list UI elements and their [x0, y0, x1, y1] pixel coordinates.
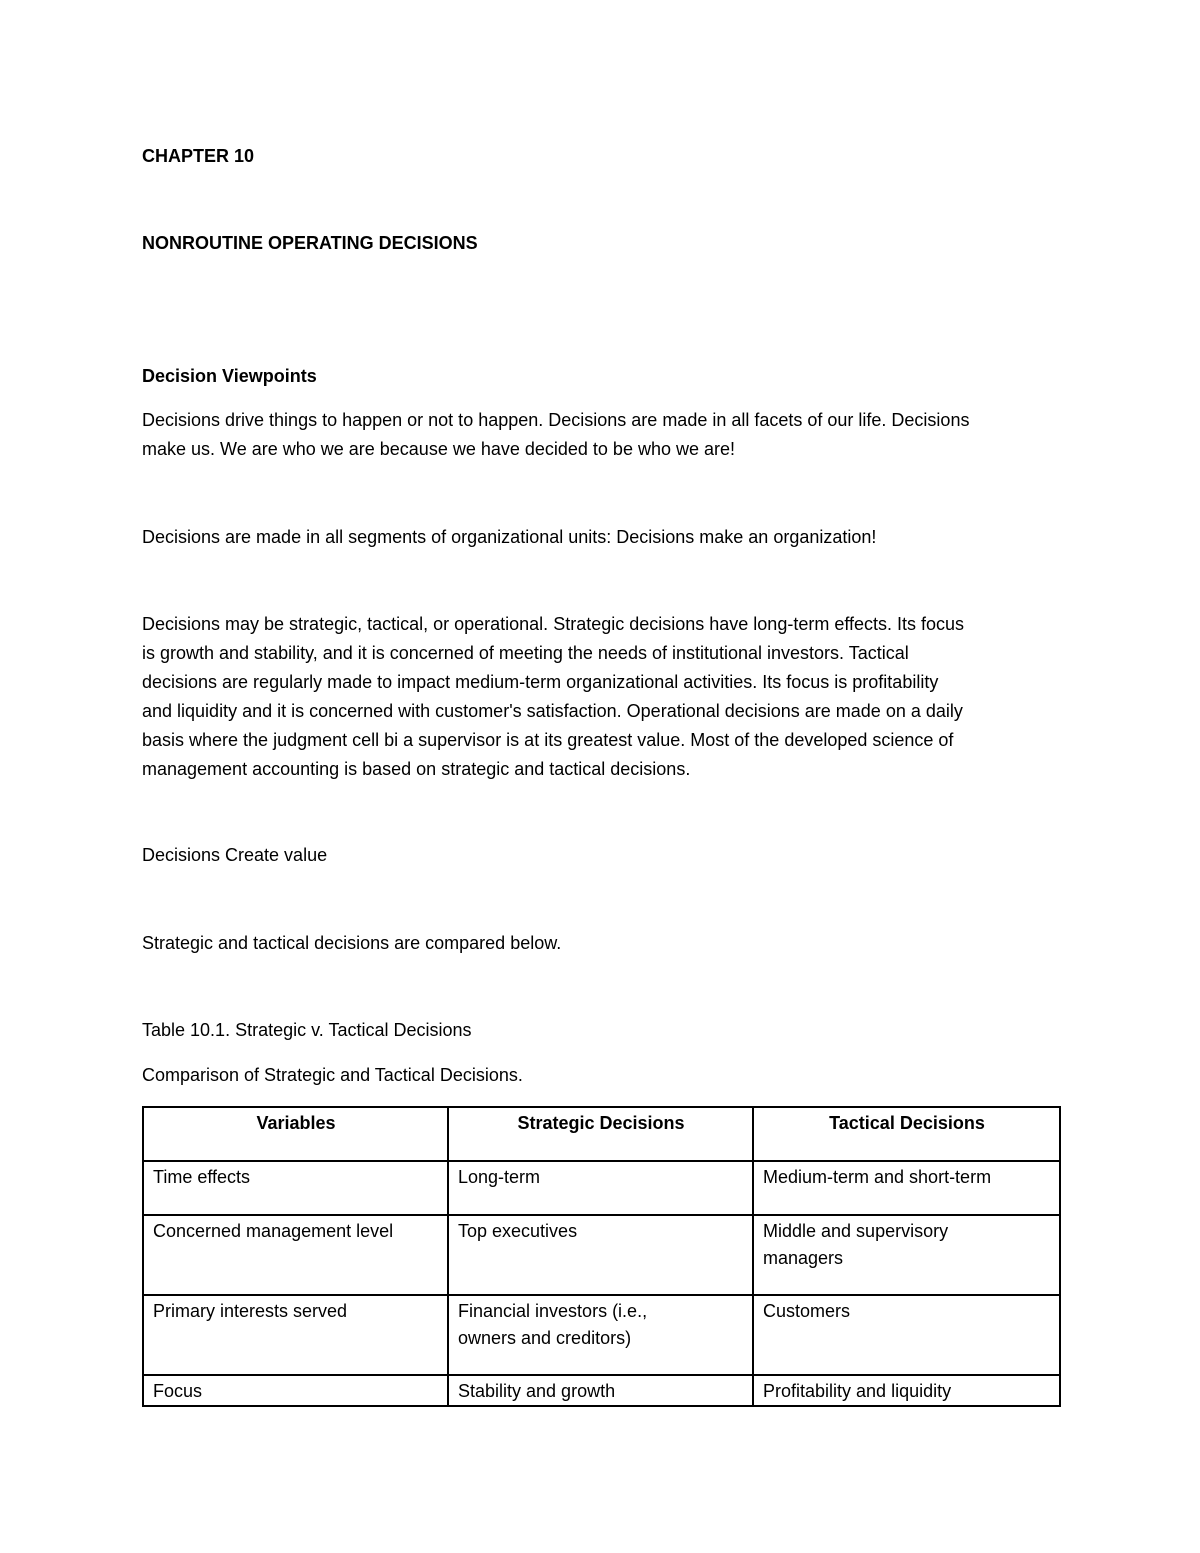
table-caption: Table 10.1. Strategic v. Tactical Decisions [142, 1020, 472, 1040]
table-row [143, 1161, 1060, 1215]
paragraph-line: make us. We are who we are because we have decided to be who we are! [142, 439, 736, 459]
paragraph-line: Decisions may be strategic, tactical, or operational. Strategic decisions have long-term effects. Its focus [142, 614, 965, 634]
paragraph-4: Decisions Create value [142, 845, 328, 865]
cell-text: Financial investors (i.e., [458, 1301, 648, 1321]
paragraph-line: and liquidity and it is concerned with customer's satisfaction. Operational decisions are made on a daily [142, 701, 963, 721]
table-subcaption: Comparison of Strategic and Tactical Decisions. [142, 1065, 523, 1085]
table-header-cell: Strategic Decisions [448, 1107, 753, 1161]
section-heading: Decision Viewpoints [142, 366, 317, 386]
table-cell [143, 1295, 448, 1375]
cell-text: Time effects [153, 1167, 251, 1187]
comparison-table [142, 1106, 1061, 1407]
table-cell [753, 1295, 1060, 1375]
paragraph-line: Decisions drive things to happen or not to happen. Decisions are made in all facets of our life. Decisions [142, 410, 970, 430]
cell-text: Long-term [458, 1167, 541, 1187]
paragraph-line: decisions are regularly made to impact medium-term organizational activities. Its focus is profitability [142, 672, 939, 692]
paragraph-1 [142, 406, 1062, 464]
table-header-row [143, 1107, 1060, 1161]
table-cell [448, 1215, 753, 1295]
table-cell [143, 1161, 448, 1215]
table-cell [143, 1215, 448, 1295]
table-cell [143, 1375, 448, 1406]
paragraph-line: is growth and stability, and it is concerned of meeting the needs of institutional investors. Tactical [142, 643, 909, 663]
table-row [143, 1295, 1060, 1375]
cell-text: Stability and growth [458, 1381, 616, 1401]
table-cell [753, 1161, 1060, 1215]
paragraph-line: management accounting is based on strategic and tactical decisions. [142, 759, 691, 779]
cell-text: Concerned management level [153, 1221, 394, 1241]
paragraph-2: Decisions are made in all segments of organizational units: Decisions make an organization! [142, 527, 877, 547]
cell-text: Primary interests served [153, 1301, 348, 1321]
paragraph-line: basis where the judgment cell bi a supervisor is at its greatest value. Most of the developed science of [142, 730, 954, 750]
table-cell [448, 1161, 753, 1215]
table-row [143, 1215, 1060, 1295]
cell-text: managers [763, 1248, 844, 1268]
table-cell [753, 1375, 1060, 1406]
cell-text: Profitability and liquidity [763, 1381, 952, 1401]
chapter-label: CHAPTER 10 [142, 146, 255, 166]
paragraph-5: Strategic and tactical decisions are compared below. [142, 933, 562, 953]
cell-text: Middle and supervisory [763, 1221, 949, 1241]
chapter-title: NONROUTINE OPERATING DECISIONS [142, 233, 478, 253]
cell-text: Focus [153, 1381, 203, 1401]
table-header-cell: Tactical Decisions [753, 1107, 1060, 1161]
paragraph-3 [142, 610, 1062, 784]
table-row [143, 1375, 1060, 1406]
cell-text: owners and creditors) [458, 1328, 632, 1348]
table-header-cell: Variables [143, 1107, 448, 1161]
cell-text: Customers [763, 1301, 851, 1321]
cell-text: Medium-term and short-term [763, 1167, 992, 1187]
table-cell [448, 1375, 753, 1406]
table-cell [753, 1215, 1060, 1295]
table-cell [448, 1295, 753, 1375]
cell-text: Top executives [458, 1221, 578, 1241]
